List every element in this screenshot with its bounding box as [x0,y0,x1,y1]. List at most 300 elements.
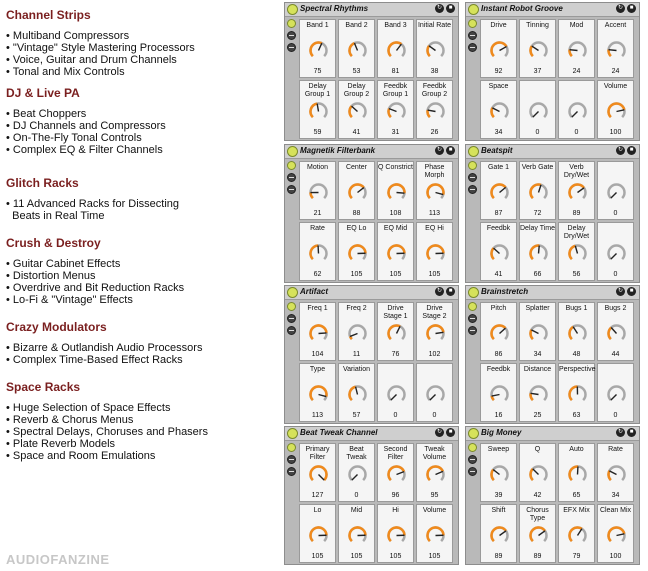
bullet-item [6,42,195,54]
section-bullets [6,342,202,366]
save-preset-icon[interactable]: ■ [446,146,455,155]
macro-value: 34 [494,129,503,136]
macro-label: Type [309,366,326,373]
macro-value: 26 [430,129,439,136]
macro-control[interactable] [299,504,336,563]
device-header [285,286,458,300]
macro-label: Mod [569,22,584,29]
macro-control[interactable] [377,302,414,361]
macro-label: Tweak Volume [422,446,447,461]
macro-control[interactable] [416,504,453,563]
macro-control[interactable] [480,222,517,281]
macro-control[interactable] [338,19,375,78]
macro-value: 37 [533,68,542,75]
rack-device [465,144,640,283]
macro-control[interactable] [338,302,375,361]
macro-control[interactable] [416,161,453,220]
macro-control[interactable] [377,19,414,78]
bullet-item [6,108,166,120]
macro-label: Drive [490,22,507,29]
knob-icon[interactable] [425,464,446,485]
knob-icon[interactable] [347,40,368,61]
knob-icon[interactable] [489,525,510,546]
knob-track [531,104,547,118]
knob-icon[interactable] [425,525,446,546]
knob-value-arc [350,43,355,56]
bullet-text: Space and Room Emulations [12,450,156,462]
device-header [466,286,639,300]
macro-control[interactable] [299,363,336,422]
knob-icon[interactable] [567,464,588,485]
knob-icon[interactable] [386,243,407,264]
bullet-marker: • [6,402,13,414]
hot-swap-icon[interactable]: ↻ [617,288,624,294]
knob-icon[interactable] [386,101,407,122]
macro-view-icon[interactable] [468,302,477,311]
knob-track [609,185,625,199]
macro-control[interactable] [597,19,634,78]
knob-icon[interactable] [567,182,588,203]
macro-view-icon[interactable] [468,19,477,28]
device-title: Beatspit [481,146,513,155]
macro-control[interactable] [558,363,595,422]
knob-icon[interactable] [606,323,627,344]
knob-needle [572,112,578,118]
save-preset-icon[interactable]: ■ [446,4,455,13]
knob-icon[interactable] [489,384,510,405]
chain-list-icon[interactable] [468,31,477,40]
device-view-icon[interactable] [287,326,296,335]
knob-icon[interactable] [386,323,407,344]
bullet-item [6,438,208,450]
save-preset-icon[interactable]: ■ [627,146,636,155]
section-title: Glitch Racks [6,176,79,190]
macro-label: Gate 1 [487,164,509,171]
knob-track [492,467,508,481]
knob-icon[interactable] [606,101,627,122]
knob-icon[interactable] [606,40,627,61]
macro-control[interactable] [597,302,634,361]
knob-icon[interactable] [386,40,407,61]
knob-value-arc [570,246,576,259]
device-side-controls [468,302,478,338]
macro-control[interactable] [597,161,634,220]
macro-value: 31 [391,129,400,136]
macro-control[interactable] [299,443,336,502]
knob-icon[interactable] [347,384,368,405]
bullet-text: On-The-Fly Tonal Controls [12,132,142,144]
bullet-item [6,402,208,414]
knob-icon[interactable] [347,525,368,546]
macro-control[interactable] [299,19,336,78]
knob-icon[interactable] [308,384,329,405]
knob-needle [397,44,402,50]
knob-track [531,43,547,57]
macro-control[interactable] [519,19,556,78]
macro-control[interactable] [377,363,414,422]
macro-control[interactable] [519,80,556,139]
macro-value: 105 [350,271,363,278]
bullet-item [6,450,208,462]
macro-value: 89 [494,553,503,560]
bullet-item [6,294,184,306]
knob-icon[interactable] [606,384,627,405]
chain-list-icon[interactable] [468,314,477,323]
device-power-icon[interactable] [287,428,298,439]
device-power-icon[interactable] [468,146,479,157]
bullet-marker: • [6,450,13,462]
macro-control[interactable] [338,443,375,502]
macro-label: Lo [313,507,322,514]
knob-icon[interactable] [489,464,510,485]
save-preset-icon[interactable]: ■ [446,287,455,296]
knob-icon[interactable] [386,182,407,203]
device-power-icon[interactable] [468,287,479,298]
macro-control[interactable] [416,443,453,502]
knob-icon[interactable] [528,323,549,344]
device-power-icon[interactable] [287,287,298,298]
knob-icon[interactable] [347,243,368,264]
macro-control[interactable] [519,504,556,563]
macro-value: 105 [311,553,324,560]
macro-value: 65 [572,492,581,499]
knob-needle [500,47,507,51]
macro-label: EFX Mix [563,507,590,514]
save-preset-icon[interactable]: ■ [627,428,636,437]
macro-view-icon[interactable] [287,19,296,28]
bullet-item [6,132,166,144]
device-header [285,3,458,17]
knob-icon[interactable] [528,101,549,122]
macro-control[interactable] [377,504,414,563]
macro-label: Feedbk [486,225,511,232]
macro-value: 76 [391,351,400,358]
device-title: Big Money [481,428,522,437]
macro-control[interactable] [597,222,634,281]
knob-icon[interactable] [308,464,329,485]
macro-control[interactable] [519,222,556,281]
macro-control[interactable] [480,363,517,422]
macro-control[interactable] [338,80,375,139]
knob-value-arc [492,326,506,340]
macro-label: Drive Stage 1 [383,305,408,320]
knob-track [609,467,625,481]
knob-icon[interactable] [308,40,329,61]
device-view-icon[interactable] [468,326,477,335]
macro-value: 48 [572,351,581,358]
bullet-marker: • [6,282,13,294]
section-bullets [6,198,179,222]
macro-control[interactable] [299,302,336,361]
knob-icon[interactable] [386,464,407,485]
device-view-icon[interactable] [287,467,296,476]
macro-control[interactable] [519,302,556,361]
macro-control[interactable] [558,443,595,502]
macro-control[interactable] [416,222,453,281]
bullet-text: Huge Selection of Space Effects [12,402,171,414]
hot-swap-icon[interactable]: ↻ [617,5,624,11]
macro-control[interactable] [558,161,595,220]
knob-icon[interactable] [425,384,446,405]
knob-needle [500,187,506,192]
knob-icon[interactable] [528,40,549,61]
macro-control[interactable] [597,504,634,563]
macro-control[interactable] [480,19,517,78]
chain-list-icon[interactable] [468,455,477,464]
macro-label: Band 3 [384,22,407,29]
macro-label: EQ Mid [383,225,408,232]
knob-value-arc [570,467,578,481]
macro-value: 53 [352,68,361,75]
macro-label: Band 2 [345,22,368,29]
knob-icon[interactable] [567,243,588,264]
bullet-item [6,30,195,42]
macro-value: 105 [428,271,441,278]
macro-control[interactable] [416,363,453,422]
knob-icon[interactable] [489,323,510,344]
knob-icon[interactable] [425,40,446,61]
rack-device [284,285,459,424]
device-power-icon[interactable] [287,4,298,15]
knob-value-arc [311,246,319,260]
macro-control[interactable] [480,443,517,502]
knob-icon[interactable] [567,40,588,61]
macro-control[interactable] [558,80,595,139]
macro-control[interactable] [480,504,517,563]
macro-control[interactable] [558,504,595,563]
macro-control[interactable] [377,222,414,281]
bullet-marker: • [6,108,13,120]
save-preset-icon[interactable]: ■ [627,287,636,296]
knob-needle [358,188,364,193]
macro-label: Phase Morph [424,164,445,179]
macro-label: Freq 2 [346,305,367,312]
knob-needle [532,46,539,50]
knob-icon[interactable] [489,101,510,122]
knob-icon[interactable] [567,323,588,344]
audiofanzine-watermark: AUDIOFANZINE [6,552,110,567]
knob-icon[interactable] [528,464,549,485]
chain-list-icon[interactable] [287,31,296,40]
knob-needle [573,327,577,334]
macro-control[interactable] [519,443,556,502]
macro-control[interactable] [377,80,414,139]
save-preset-icon[interactable]: ■ [446,428,455,437]
bullet-text: 11 Advanced Racks for Dissecting [12,198,180,210]
macro-view-icon[interactable] [287,302,296,311]
knob-icon[interactable] [528,384,549,405]
knob-value-arc [311,104,318,118]
knob-track [350,467,366,481]
knob-icon[interactable] [386,384,407,405]
macro-value: 63 [572,412,581,419]
device-view-icon[interactable] [468,467,477,476]
bullet-marker: • [6,294,13,306]
knob-icon[interactable] [606,525,627,546]
device-view-icon[interactable] [468,185,477,194]
macro-value: 11 [352,351,361,358]
macro-value: 88 [352,210,361,217]
hot-swap-icon[interactable]: ↻ [436,288,443,294]
bullet-marker: • [6,132,13,144]
knob-value-arc [609,328,612,340]
knob-icon[interactable] [308,525,329,546]
macro-control[interactable] [519,161,556,220]
macro-value: 96 [391,492,400,499]
macro-label: Sweep [487,446,510,453]
macro-view-icon[interactable] [287,443,296,452]
macro-view-icon[interactable] [468,161,477,170]
macro-value: 86 [494,351,503,358]
knob-value-arc [389,43,402,57]
macro-control[interactable] [597,363,634,422]
macro-view-icon[interactable] [468,443,477,452]
knob-needle [539,185,541,193]
macro-control[interactable] [558,302,595,361]
macro-view-icon[interactable] [287,161,296,170]
knob-value-arc [389,185,405,199]
knob-icon[interactable] [425,323,446,344]
bullet-text: Bizarre & Outlandish Audio Processors [12,342,203,354]
knob-needle [317,104,318,112]
knob-value-arc [492,43,507,57]
macro-control[interactable] [480,161,517,220]
macro-label: Verb Gate [521,164,554,171]
macro-label: Delay Dry/Wet [563,225,590,240]
knob-track [350,104,366,118]
macro-control[interactable] [597,80,634,139]
knob-icon[interactable] [489,243,510,264]
bullet-item [6,66,195,78]
knob-needle [494,248,500,253]
knob-track [492,104,508,118]
knob-value-arc [350,185,364,199]
chain-list-icon[interactable] [287,314,296,323]
macro-value: 95 [430,492,439,499]
knob-icon[interactable] [308,323,329,344]
knob-icon[interactable] [347,323,368,344]
macro-value: 81 [391,68,400,75]
macro-control[interactable] [377,443,414,502]
device-header [285,145,458,159]
macro-value: 24 [572,68,581,75]
device-view-icon[interactable] [468,43,477,52]
knob-icon[interactable] [606,243,627,264]
device-side-controls [287,161,297,197]
knob-icon[interactable] [425,243,446,264]
knob-icon[interactable] [308,243,329,264]
macro-value: 57 [352,412,361,419]
hot-swap-icon[interactable]: ↻ [436,147,443,153]
device-view-icon[interactable] [287,185,296,194]
macro-label: Verb Dry/Wet [563,164,590,179]
knob-icon[interactable] [308,182,329,203]
knob-icon[interactable] [425,182,446,203]
macro-label: Feedbk [486,366,511,373]
device-view-icon[interactable] [287,43,296,52]
macro-control[interactable] [416,80,453,139]
knob-track [609,387,625,401]
macro-control[interactable] [519,363,556,422]
knob-icon[interactable] [528,525,549,546]
knob-value-arc [492,470,494,481]
knob-value-arc [428,185,444,199]
macro-value: 100 [609,129,622,136]
knob-needle [500,531,506,536]
knob-icon[interactable] [425,101,446,122]
knob-icon[interactable] [489,182,510,203]
knob-track [311,185,327,199]
macro-control[interactable] [558,19,595,78]
knob-icon[interactable] [567,384,588,405]
bullet-text: Lo-Fi & "Vintage" Effects [12,294,133,306]
macro-control[interactable] [597,443,634,502]
knob-icon[interactable] [347,464,368,485]
macro-value: 104 [311,351,324,358]
knob-needle [578,529,582,536]
hot-swap-icon[interactable]: ↻ [617,147,624,153]
macro-label: Feedbk Group 1 [382,83,409,98]
macro-label: Initial Rate [417,22,452,29]
knob-icon[interactable] [606,182,627,203]
chain-list-icon[interactable] [287,455,296,464]
section-bullets [6,30,195,78]
knob-icon[interactable] [308,101,329,122]
hot-swap-icon[interactable]: ↻ [617,429,624,435]
macro-control[interactable] [338,363,375,422]
macro-value: 127 [311,492,324,499]
macro-control[interactable] [377,161,414,220]
bullet-text: Tonal and Mix Controls [12,66,125,78]
macro-control[interactable] [299,222,336,281]
knob-icon[interactable] [347,101,368,122]
bullet-marker: • [6,258,13,270]
knob-icon[interactable] [489,40,510,61]
macro-control[interactable] [416,19,453,78]
device-power-icon[interactable] [287,146,298,157]
hot-swap-icon[interactable]: ↻ [436,5,443,11]
chain-list-icon[interactable] [468,173,477,182]
macro-control[interactable] [338,222,375,281]
macro-control[interactable] [416,302,453,361]
knob-icon[interactable] [347,182,368,203]
knob-needle [531,393,539,394]
knob-icon[interactable] [567,525,588,546]
macro-control[interactable] [338,504,375,563]
macro-value: 34 [611,492,620,499]
macro-control[interactable] [299,161,336,220]
macro-control[interactable] [480,302,517,361]
knob-track [428,387,444,401]
knob-icon[interactable] [606,464,627,485]
bullet-text: Reverb & Chorus Menus [12,414,134,426]
device-power-icon[interactable] [468,4,479,15]
knob-icon[interactable] [386,525,407,546]
save-preset-icon[interactable]: ■ [627,4,636,13]
knob-icon[interactable] [528,243,549,264]
macro-control[interactable] [299,80,336,139]
device-power-icon[interactable] [468,428,479,439]
macro-control[interactable] [558,222,595,281]
macro-control[interactable] [480,80,517,139]
macro-label: Bugs 2 [604,305,627,312]
hot-swap-icon[interactable]: ↻ [436,429,443,435]
knob-icon[interactable] [567,101,588,122]
bullet-text: DJ Channels and Compressors [12,120,166,132]
macro-control[interactable] [338,161,375,220]
knob-icon[interactable] [528,182,549,203]
chain-list-icon[interactable] [287,173,296,182]
